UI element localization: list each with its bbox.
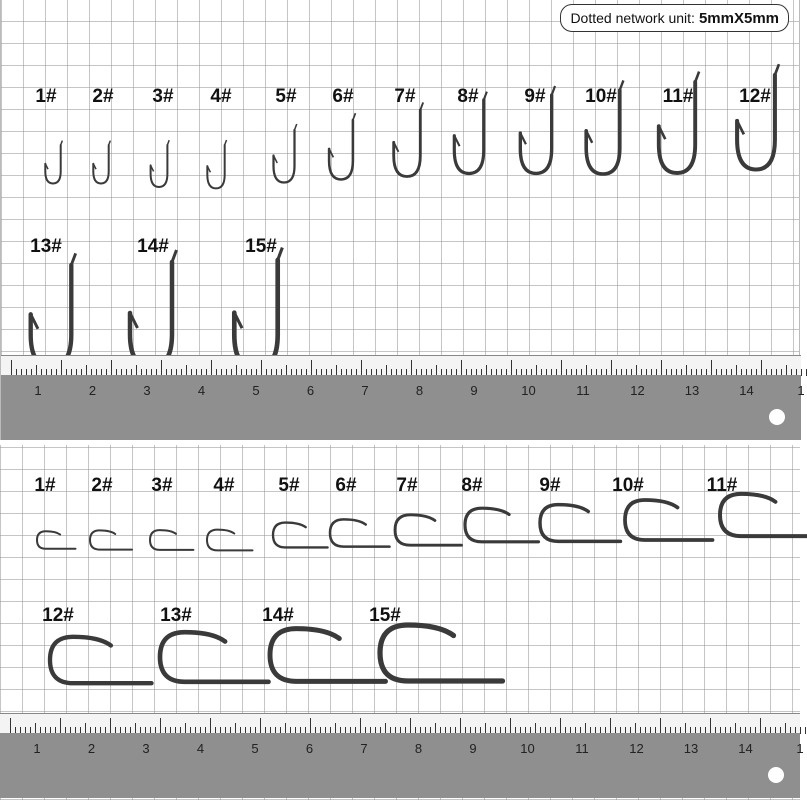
ruler-number: 3 [143, 383, 151, 398]
ruler-tick [610, 718, 611, 734]
hook-size-label: 11# [662, 86, 694, 107]
ruler-tick [711, 360, 712, 376]
fish-hook-icon [273, 523, 328, 548]
fish-hook-icon [93, 141, 110, 184]
ruler-tick [260, 718, 261, 734]
ruler-number: 7 [361, 383, 369, 398]
ruler-number: 8 [414, 741, 423, 756]
ruler-number: 6 [305, 741, 314, 756]
fish-hook-icon [274, 124, 297, 183]
fish-hook-icon [720, 494, 807, 536]
fish-hook-icon [234, 248, 282, 369]
ruler-tick [111, 360, 112, 376]
fish-hook-icon [329, 113, 355, 179]
fish-hook-icon [737, 64, 779, 169]
ruler-number: 8 [415, 383, 424, 398]
ruler-number: 1 [796, 741, 804, 756]
ruler-tick [311, 360, 312, 376]
hook-size-label: 4# [213, 475, 235, 496]
hook-size-label: 13# [30, 236, 62, 257]
ruler-tick [660, 718, 661, 734]
hook-size-label: 9# [524, 86, 546, 107]
fish-hook-icon [394, 102, 423, 176]
fish-hook-icon [465, 508, 539, 542]
ruler-ticks [0, 713, 800, 734]
bottom-ruler [0, 713, 804, 803]
ruler-tick [661, 360, 662, 376]
fish-hook-icon [270, 629, 386, 682]
fish-hook-icon [37, 531, 76, 549]
unit-label [560, 4, 789, 32]
fish-hook-icon [625, 500, 713, 540]
hook-size-label: 4# [210, 86, 232, 107]
ruler-tick [310, 718, 311, 734]
ruler-tick [710, 718, 711, 734]
hook-size-label: 5# [275, 86, 297, 107]
hook-size-label: 13# [160, 605, 192, 626]
hook-size-label: 10# [585, 86, 617, 107]
hook-size-label: 3# [152, 86, 174, 107]
ruler-tick [211, 360, 212, 376]
hook-size-label: 2# [92, 86, 114, 107]
ruler-tick [511, 360, 512, 376]
hook-size-label: 15# [245, 236, 277, 257]
ruler-tick [60, 718, 61, 734]
fish-hook-icon [207, 140, 226, 188]
ruler-hole [768, 767, 784, 783]
ruler-number: 13 [683, 741, 699, 756]
ruler-tick [361, 360, 362, 376]
hook-size-label: 15# [369, 605, 401, 626]
fish-hook-icon [90, 530, 132, 549]
ruler-number: 10 [521, 383, 536, 398]
ruler-tick [800, 727, 801, 734]
hook-size-label: 2# [91, 475, 113, 496]
hook-size-label: 7# [396, 475, 418, 496]
ruler-number: 14 [738, 741, 753, 756]
ruler-number: 5 [252, 383, 260, 398]
ruler-number: 2 [87, 741, 96, 756]
fish-hook-icon [151, 140, 170, 187]
ruler-number: 1 [34, 383, 42, 398]
hook-size-label: 8# [461, 475, 483, 496]
fish-hook-icon [130, 250, 177, 367]
hook-size-label: 6# [335, 475, 357, 496]
hook-size-label: 10# [612, 475, 644, 496]
ruler-tick [805, 727, 806, 734]
hook-size-label: 11# [706, 475, 738, 496]
ruler-body [0, 733, 804, 798]
ruler-number: 11 [575, 741, 589, 756]
fish-hook-icon [380, 625, 503, 681]
ruler-tick [560, 718, 561, 734]
ruler-number: 12 [630, 383, 645, 398]
ruler-number: 2 [88, 383, 97, 398]
ruler-tick [160, 718, 161, 734]
ruler-tick [460, 718, 461, 734]
hook-size-label: 3# [151, 475, 173, 496]
unit-label-value: 5mmX5mm [698, 9, 779, 27]
ruler-tick [510, 718, 511, 734]
top-hook-drawings [1, 0, 801, 360]
hook-size-label: 14# [137, 236, 169, 257]
ruler-tick [461, 360, 462, 376]
hook-size-label: 14# [262, 605, 294, 626]
fish-hook-icon [540, 505, 621, 542]
fish-hook-icon [150, 530, 193, 550]
ruler-body [1, 375, 805, 440]
fish-hook-icon [330, 519, 390, 546]
ruler-number: 14 [739, 383, 754, 398]
ruler-number: 13 [684, 383, 700, 398]
ruler-tick [410, 718, 411, 734]
ruler-tick [10, 718, 11, 734]
ruler-tick [110, 718, 111, 734]
ruler-tick [61, 360, 62, 376]
ruler-tick [161, 360, 162, 376]
ruler-number: 4 [196, 741, 205, 756]
ruler-tick [801, 369, 802, 376]
ruler-number: 6 [306, 383, 315, 398]
hook-size-label: 12# [739, 86, 771, 107]
bottom-hook-panel [0, 445, 804, 800]
hook-size-label: 1# [35, 86, 57, 107]
hook-size-label: 1# [34, 475, 56, 496]
ruler-number: 11 [576, 383, 590, 398]
fish-hook-icon [395, 515, 462, 545]
fish-hook-icon [31, 253, 76, 366]
ruler-tick [11, 360, 12, 376]
fish-hook-icon [50, 637, 152, 683]
unit-label-text: Dotted network unit: [570, 10, 695, 26]
ruler-number: 3 [142, 741, 150, 756]
ruler-number: 9 [469, 741, 477, 756]
ruler-hole [769, 409, 785, 425]
ruler-number: 5 [251, 741, 259, 756]
ruler-number: 10 [520, 741, 535, 756]
ruler-tick [761, 360, 762, 376]
ruler-ticks [1, 355, 801, 376]
hook-size-label: 7# [394, 86, 416, 107]
ruler-number: 12 [629, 741, 644, 756]
top-ruler [1, 355, 805, 445]
ruler-tick [760, 718, 761, 734]
ruler-tick [360, 718, 361, 734]
hook-size-label: 5# [278, 475, 300, 496]
ruler-number: 7 [360, 741, 368, 756]
ruler-tick [411, 360, 412, 376]
ruler-number: 9 [470, 383, 478, 398]
hook-size-label: 12# [42, 605, 74, 626]
ruler-tick [261, 360, 262, 376]
ruler-tick [210, 718, 211, 734]
ruler-number: 4 [197, 383, 206, 398]
ruler-number: 1 [33, 741, 41, 756]
fish-hook-icon [160, 632, 269, 682]
fish-hook-icon [207, 530, 253, 551]
ruler-tick [561, 360, 562, 376]
fish-hook-icon [45, 141, 62, 184]
ruler-number: 1 [797, 383, 805, 398]
hook-size-label: 8# [457, 86, 479, 107]
ruler-tick [611, 360, 612, 376]
hook-size-label: 9# [539, 475, 561, 496]
hook-size-label: 6# [332, 86, 354, 107]
